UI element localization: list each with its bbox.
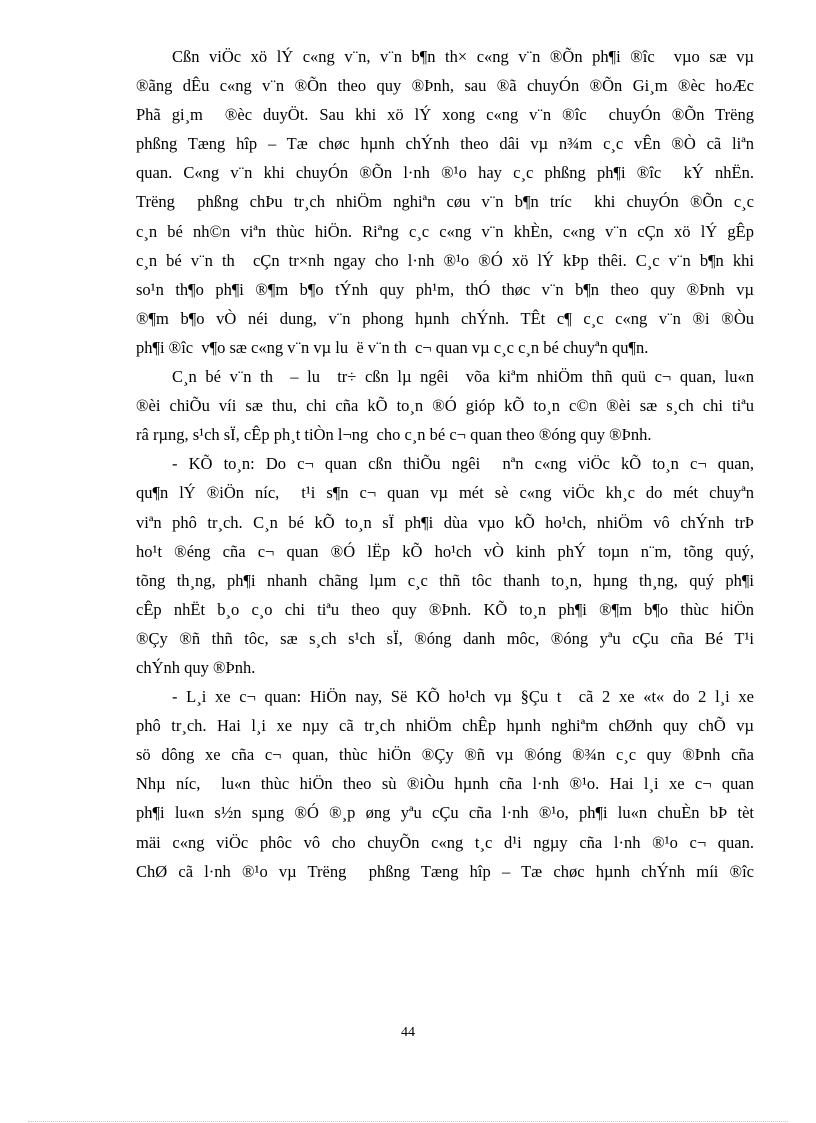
text-line: phô tr¸ch. Hai l¸i xe nµy cã tr¸ch nhiÖm chÊp hµnh nghiªm chØnh quy chÕ vµ — [136, 716, 754, 736]
text-line: c¸n bé v¨n th cÇn tr×nh ngay cho l·nh ®¹o ®Ó xö lÝ kÞp thêi. C¸c v¨n b¶n khi — [136, 250, 754, 270]
text-line: Cßn viÖc xö lÝ c«ng v¨n, v¨n b¶n th× c«ng v¨n ®Õn ph¶i ®îc vµo sæ vµ — [172, 47, 754, 66]
text-line: ho¹t ®éng cña c¬ quan ®Ó lËp kÕ ho¹ch vÒ kinh phÝ toµn n¨m, tõng quý, — [136, 541, 754, 561]
text-line: ph¶i ®îc v¶o sæ c«ng v¨n vµ lu ë v¨n th c¬ quan vµ c¸c c¸n bé chuyªn qu¶n. — [136, 337, 649, 357]
text-line: chÝnh quy ®Þnh. — [136, 657, 256, 677]
text-line: ®èi chiÕu víi sæ thu, chi cña kÕ to¸n ®Ó gióp kÕ to¸n c©n ®èi sæ s¸ch chi tiªu — [136, 396, 754, 416]
body-text — [136, 42, 754, 886]
page-bottom-divider — [28, 1121, 788, 1122]
text-line: cÊp nhËt b¸o c¸o chi tiªu theo quy ®Þnh. KÕ to¸n ph¶i ®¶m b¶o thùc hiÖn — [136, 599, 754, 619]
text-line: c¸n bé nh©n viªn thùc hiÖn. Riªng c¸c c«ng v¨n khÈn, c«ng v¨n cÇn xö lÝ gÊp — [136, 221, 754, 241]
text-line: quan. C«ng v¨n khi chuyÓn ®Õn l·nh ®¹o hay c¸c phßng ph¶i ®îc kÝ nhËn. — [136, 163, 754, 183]
text-line: - KÕ to¸n: Do c¬ quan cßn thiÕu ngêi nªn c«ng viÖc kÕ to¸n c¬ quan, — [172, 454, 754, 474]
text-line: mäi c«ng viÖc phôc vô cho chuyÕn c«ng t¸c d¹i ngµy cña l·nh ®¹o c¬ quan. — [136, 832, 754, 852]
text-line: ph¶i lu«n s½n sµng ®Ó ®¸p øng yªu cÇu cña l·nh ®¹o, ph¶i lu«n chuÈn bÞ tèt — [136, 803, 754, 823]
text-line: tõng th¸ng, ph¶i nhanh chãng lµm c¸c thñ tôc thanh to¸n, hµng th¸ng, quý ph¶i — [136, 570, 754, 590]
text-line: Phã gi¸m ®èc duyÖt. Sau khi xö lÝ xong c«ng v¨n ®îc chuyÓn ®Õn Trëng — [136, 105, 754, 125]
text-line: ChØ cã l·nh ®¹o vµ Trëng phßng Tæng hîp – Tæ chøc hµnh chÝnh míi ®îc — [136, 861, 754, 881]
page-number: 44 — [401, 1025, 415, 1040]
text-line: ®ãng dÊu c«ng v¨n ®Õn theo quy ®Þnh, sau ®ã chuyÓn ®Õn Gi¸m ®èc hoÆc — [136, 76, 754, 96]
text-line: Nhµ níc, lu«n thùc hiÖn theo sù ®iÒu hµnh cña l·nh ®¹o. Hai l¸i xe c¬ quan — [136, 774, 754, 794]
text-line: phßng Tæng hîp – Tæ chøc hµnh chÝnh theo dâi vµ n¾m c¸c vÊn ®Ò cã liªn — [136, 134, 754, 154]
text-line: qu¶n lÝ ®iÖn níc, t¹i s¶n c¬ quan vµ mét sè c«ng viÖc kh¸c do mét chuyªn — [136, 483, 754, 503]
text-line: - L¸i xe c¬ quan: HiÖn nay, Së KÕ ho¹ch vµ §Çu t cã 2 xe «t« do 2 l¸i xe — [172, 687, 754, 707]
text-line: C¸n bé v¨n th – lu tr÷ cßn lµ ngêi võa kiªm nhiÖm thñ quü c¬ quan, lu«n — [172, 367, 754, 387]
text-line: ®Çy ®ñ thñ tôc, sæ s¸ch s¹ch sÏ, ®óng danh môc, ®óng yªu cÇu cña Bé T¹i — [136, 628, 754, 648]
text-line: so¹n th¶o ph¶i ®¶m b¶o tÝnh quy ph¹m, thÓ thøc v¨n b¶n theo quy ®Þnh vµ — [136, 279, 754, 299]
text-line: ®¶m b¶o vÒ néi dung, v¨n phong hµnh chÝnh. TÊt c¶ c¸c c«ng v¨n ®i ®Òu — [136, 308, 754, 328]
text-line: viªn phô tr¸ch. C¸n bé kÕ to¸n sÏ ph¶i dùa vµo kÕ ho¹ch, nhiÖm vô chÝnh trÞ — [136, 512, 754, 532]
text-line: sö dông xe cña c¬ quan, thùc hiÖn ®Çy ®ñ vµ ®óng ®¾n c¸c quy ®Þnh cña — [136, 745, 754, 765]
text-line: Trëng phßng chÞu tr¸ch nhiÖm nghiªn cøu v¨n b¶n tríc khi chuyÓn ®Õn c¸c — [136, 192, 754, 212]
text-line: râ rµng, s¹ch sÏ, cÊp ph¸t tiÒn l¬ng cho c¸n bé c¬ quan theo ®óng quy ®Þnh. — [136, 425, 652, 445]
